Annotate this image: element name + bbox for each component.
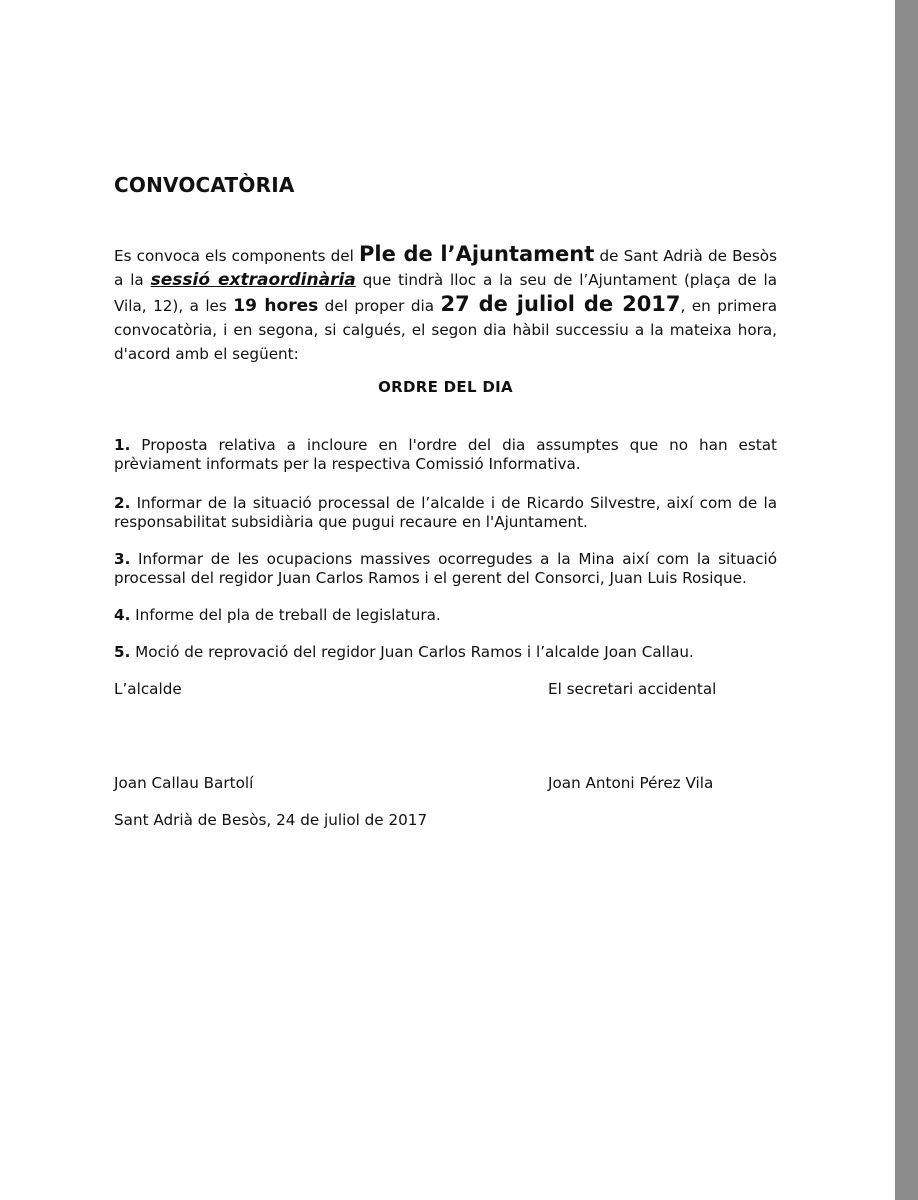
agenda-item-number: 1. [114,436,131,454]
intro-paragraph [114,242,777,366]
agenda-item-text: Informe del pla de treball de legislatura. [130,606,441,624]
agenda-item-number: 2. [114,494,131,512]
agenda-item-1 [114,436,777,474]
intro-text-2: de Sant Adrià de Besòs a la [114,247,777,289]
document-title: CONVOCATÒRIA [114,173,295,197]
intro-text-5: , en primera convocatòria, i en segona, si calgués, el segon dia hàbil successiu a la mateixa hora, d'acord amb el següent: [114,297,777,363]
agenda-item-number: 5. [114,643,131,661]
signature-right-role: El secretari accidental [548,680,717,698]
signature-left-role: L’alcalde [114,680,182,698]
agenda-item-3 [114,550,777,588]
scrollbar-gutter[interactable] [895,0,918,1200]
signature-right-name: Joan Antoni Pérez Vila [548,774,714,792]
place-date: Sant Adrià de Besòs, 24 de juliol de 2017 [114,811,428,829]
agenda-item-number: 4. [114,606,131,624]
intro-text-3: que tindrà lloc a la seu de l’Ajuntament (plaça de la Vila, 12), a les [114,271,778,315]
agenda-item-text: Moció de reprovació del regidor Juan Carlos Ramos i l’alcalde Joan Callau. [130,643,694,661]
intro-text-1: Es convoca els components del [114,247,360,265]
intro-text-4: del proper dia [318,297,441,315]
agenda-item-2 [114,494,777,532]
agenda-item-text: Informar de la situació processal de l’alcalde i de Ricardo Silvestre, així com de la responsabilitat subsidiària que pugui recaure en l'Ajuntament. [114,494,777,531]
agenda-item-4 [114,606,777,625]
signature-left-name: Joan Callau Bartolí [114,774,254,792]
agenda-item-5 [114,643,777,662]
agenda-item-text: Informar de les ocupacions massives ocorregudes a la Mina així com la situació processal del regidor Juan Carlos Ramos i el gerent del Consorci, Juan Luis Rosique. [114,550,777,587]
intro-highlight-date: 27 de juliol de 2017 [440,292,681,316]
agenda-title: ORDRE DEL DIA [378,378,513,396]
agenda-item-number: 3. [114,550,131,568]
intro-highlight-session: sessió extraordinària [150,270,356,290]
agenda-item-text: Proposta relativa a incloure en l'ordre del dia assumptes que no han estat prèviament informats per la respectiva Comissió Informativa. [114,436,777,473]
intro-highlight-ple: Ple de l’Ajuntament [359,242,595,266]
intro-highlight-hour: 19 hores [233,296,319,316]
